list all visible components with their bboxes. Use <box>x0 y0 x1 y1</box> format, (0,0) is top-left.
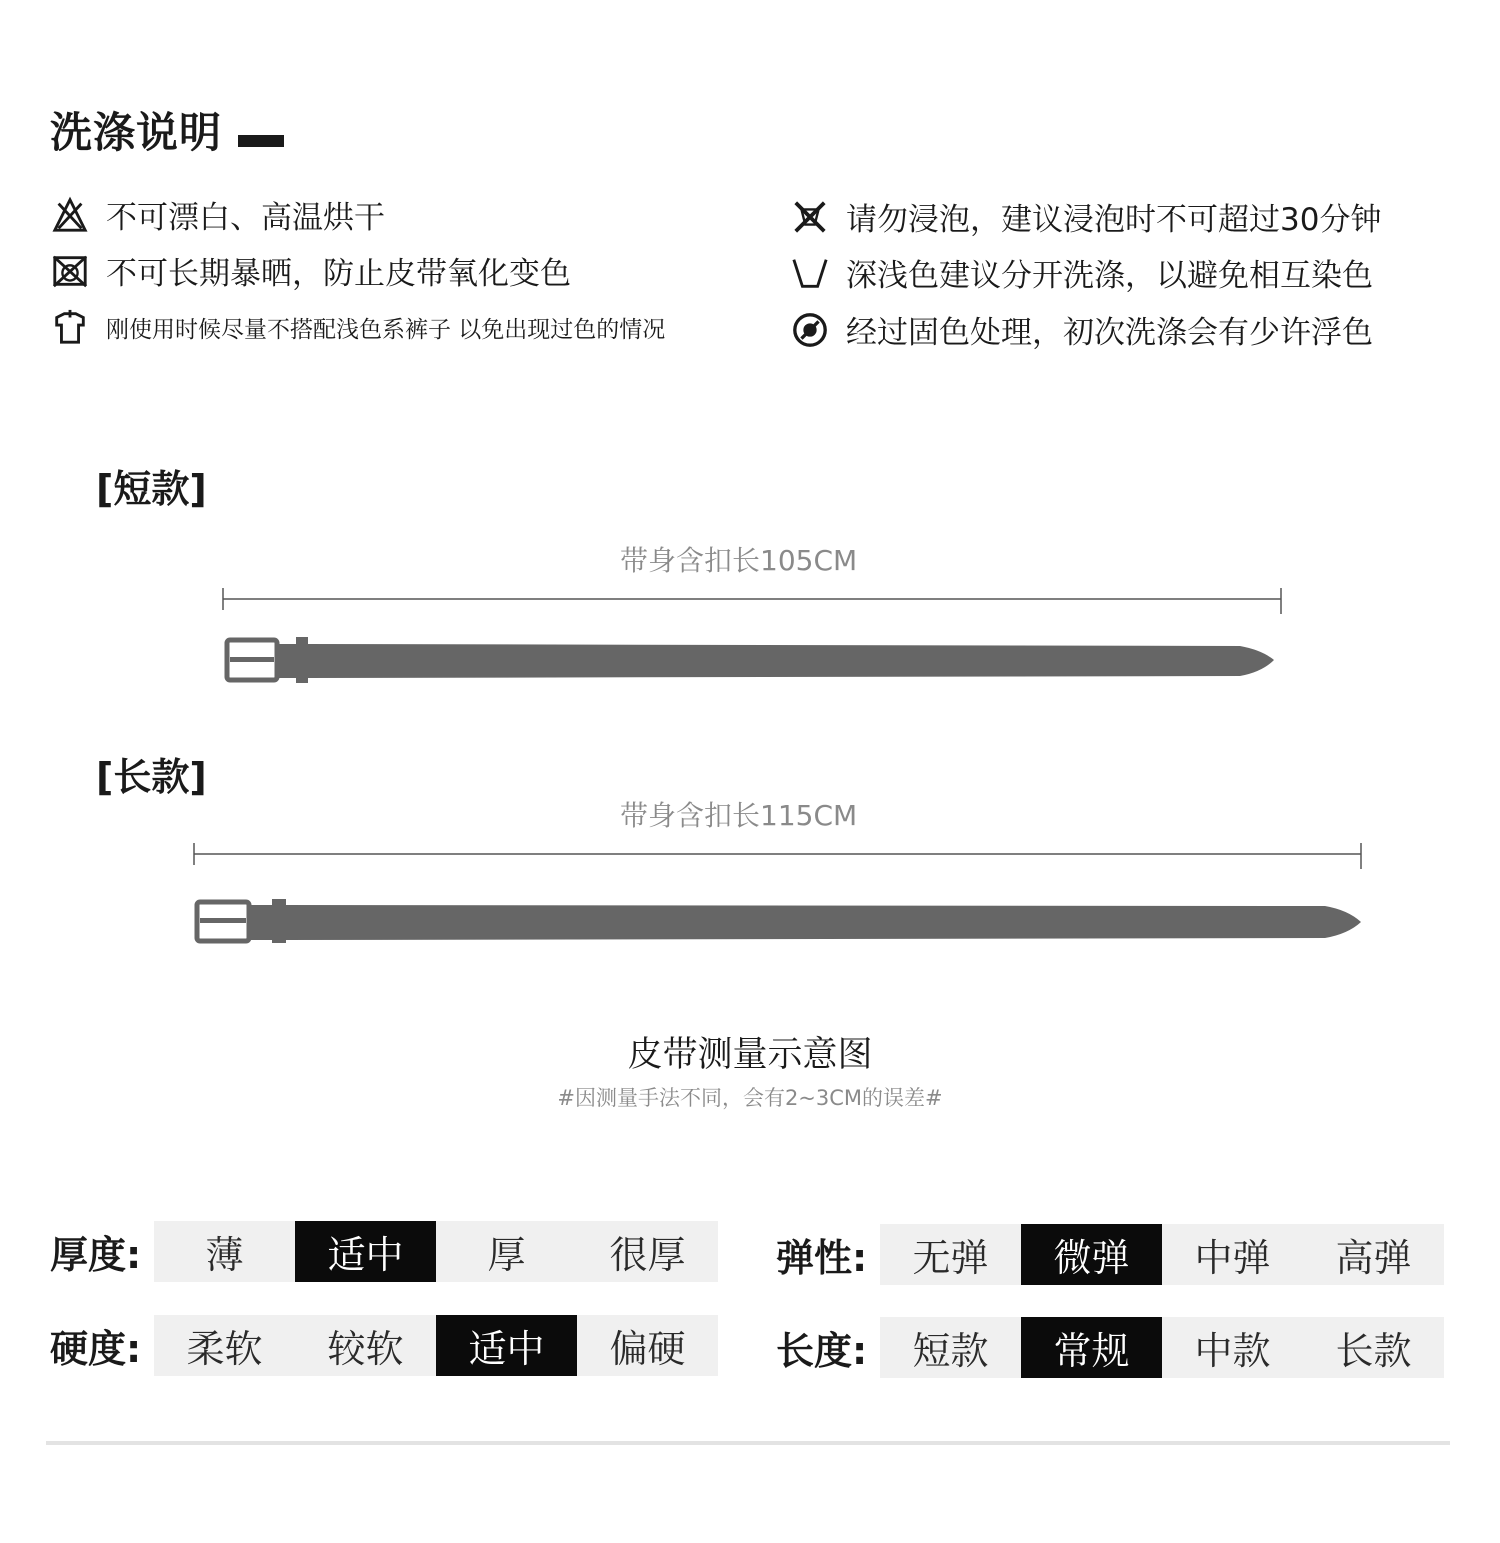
short-length-label: 带身含扣长105CM <box>620 544 858 577</box>
attr-option-selected: 微弹 <box>1021 1224 1162 1285</box>
long-length-label: 带身含扣长115CM <box>620 799 858 832</box>
washing-title: 洗涤说明 <box>50 108 223 157</box>
attr-row-thickness <box>50 1221 718 1282</box>
attr-option: 高弹 <box>1335 1236 1412 1280</box>
attr-option: 短款 <box>912 1329 989 1373</box>
wash-text: 不可长期暴晒，防止皮带氧化变色 <box>106 256 571 292</box>
attr-label: 长度: <box>776 1329 868 1373</box>
attr-option: 很厚 <box>609 1233 686 1277</box>
short-dimension-line <box>223 588 1281 614</box>
diagram-caption: 皮带测量示意图 <box>627 1035 873 1075</box>
attr-option-selected: 常规 <box>1021 1317 1162 1378</box>
attr-option: 薄 <box>205 1233 244 1277</box>
wash-text: 深浅色建议分开洗涤，以避免相互染色 <box>846 258 1373 294</box>
attr-option-selected: 适中 <box>436 1315 577 1376</box>
attr-option: 长款 <box>1335 1329 1412 1373</box>
long-variant-label: [长款] <box>96 755 207 799</box>
measurement-note: #因测量手法不同，会有2~3CM的误差# <box>557 1086 943 1110</box>
attr-option-selected: 适中 <box>295 1221 436 1282</box>
attr-options <box>880 1317 1444 1378</box>
attr-option: 厚 <box>487 1233 526 1277</box>
attr-options <box>154 1315 718 1376</box>
attr-options <box>154 1221 718 1282</box>
wash-text: 请勿浸泡，建议浸泡时不可超过30分钟 <box>846 202 1382 238</box>
wash-text: 不可漂白、高温烘干 <box>106 200 385 236</box>
attr-option: 中弹 <box>1194 1236 1271 1280</box>
attr-row-hardness <box>50 1315 718 1376</box>
long-belt <box>197 899 1361 943</box>
attr-option: 柔软 <box>186 1327 263 1371</box>
attr-label: 弹性: <box>776 1236 868 1280</box>
attr-option: 偏硬 <box>609 1327 686 1371</box>
attr-options <box>880 1224 1444 1285</box>
attr-row-elasticity <box>776 1224 1444 1285</box>
short-belt <box>227 637 1274 683</box>
attr-option: 较软 <box>327 1327 404 1371</box>
long-dimension-line <box>194 843 1361 869</box>
attr-label: 厚度: <box>50 1233 142 1277</box>
attr-option: 无弹 <box>912 1236 989 1280</box>
bottom-divider <box>46 1441 1450 1445</box>
attr-row-length <box>776 1317 1444 1378</box>
attr-label: 硬度: <box>50 1327 142 1371</box>
wash-text: 刚使用时候尽量不搭配浅色系裤子 以免出现过色的情况 <box>106 316 666 343</box>
wash-text: 经过固色处理，初次洗涤会有少许浮色 <box>846 315 1373 351</box>
short-variant-label: [短款] <box>96 467 207 511</box>
attr-option: 中款 <box>1194 1329 1271 1373</box>
